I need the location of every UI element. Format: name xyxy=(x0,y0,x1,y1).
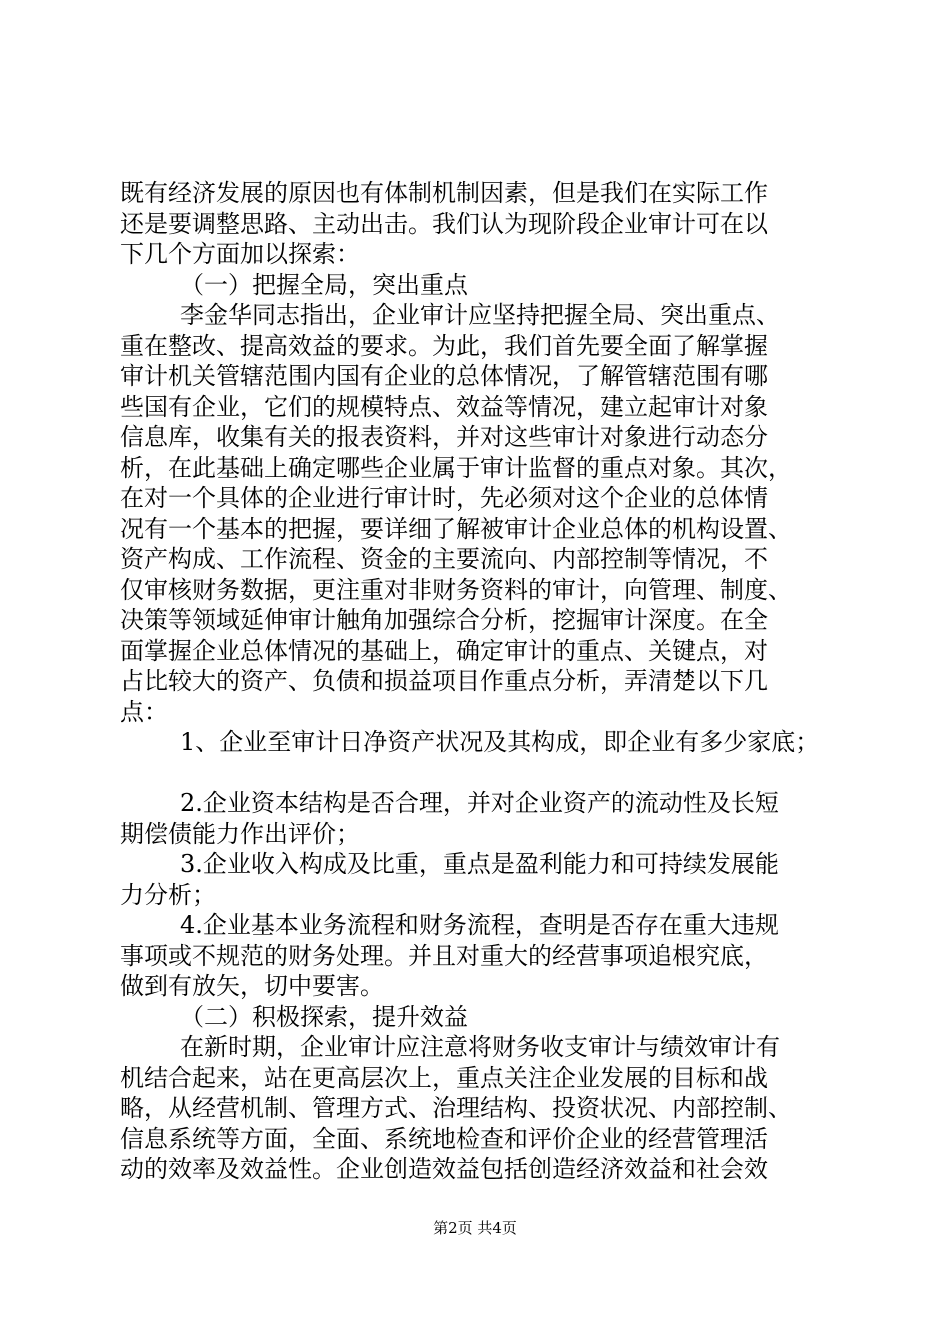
body-text-line: 析，在此基础上确定哪些企业属于审计监督的重点对象。其次， xyxy=(120,454,792,482)
body-text-line: 信息系统等方面，全面、系统地检查和评价企业的经营管理活 xyxy=(120,1125,768,1153)
body-text-line: 些国有企业，它们的规模特点、效益等情况，建立起审计对象 xyxy=(120,393,768,421)
body-text-line: 点： xyxy=(120,698,168,726)
body-text-line: 力分析； xyxy=(120,881,216,909)
list-item: 1、企业至审计日净资产状况及其构成，即企业有多少家底； xyxy=(180,728,820,756)
body-text-line: 还是要调整思路、主动出击。我们认为现阶段企业审计可在以 xyxy=(120,210,768,238)
body-text-line: 仅审核财务数据，更注重对非财务资料的审计，向管理、制度、 xyxy=(120,576,792,604)
body-text-line: 审计机关管辖范围内国有企业的总体情况，了解管辖范围有哪 xyxy=(120,362,768,390)
body-text-line: 动的效率及效益性。企业创造效益包括创造经济效益和社会效 xyxy=(120,1155,768,1183)
body-text-line: 期偿债能力作出评价； xyxy=(120,820,360,848)
body-text-line: 事项或不规范的财务处理。并且对重大的经营事项追根究底， xyxy=(120,942,768,970)
section-heading: （二）积极探索，提升效益 xyxy=(180,1003,468,1031)
body-text-line: 况有一个基本的把握，要详细了解被审计企业总体的机构设置、 xyxy=(120,515,792,543)
body-text-line: 面掌握企业总体情况的基础上，确定审计的重点、关键点，对 xyxy=(120,637,768,665)
section-heading: （一）把握全局，突出重点 xyxy=(180,271,468,299)
list-item: 4.企业基本业务流程和财务流程，查明是否存在重大违规 xyxy=(180,911,779,939)
body-text-line: 重在整改、提高效益的要求。为此，我们首先要全面了解掌握 xyxy=(120,332,768,360)
body-text-line: 决策等领域延伸审计触角加强综合分析，挖掘审计深度。在全 xyxy=(120,606,768,634)
list-item: 2.企业资本结构是否合理，并对企业资产的流动性及长短 xyxy=(180,789,779,817)
body-text-line: 资产构成、工作流程、资金的主要流向、内部控制等情况，不 xyxy=(120,545,768,573)
body-text-line: 既有经济发展的原因也有体制机制因素，但是我们在实际工作 xyxy=(120,179,768,207)
body-text-line: 略，从经营机制、管理方式、治理结构、投资状况、内部控制、 xyxy=(120,1094,792,1122)
body-text-line: 在对一个具体的企业进行审计时，先必须对这个企业的总体情 xyxy=(120,484,768,512)
body-text-line: 占比较大的资产、负债和损益项目作重点分析，弄清楚以下几 xyxy=(120,667,768,695)
body-text-line: 信息库，收集有关的报表资料，并对这些审计对象进行动态分 xyxy=(120,423,768,451)
body-text-line: 在新时期，企业审计应注意将财务收支审计与绩效审计有 xyxy=(180,1033,780,1061)
list-item: 3.企业收入构成及比重，重点是盈利能力和可持续发展能 xyxy=(180,850,779,878)
body-text-line: 下几个方面加以探索： xyxy=(120,240,360,268)
page-number-footer: 第2页 共4页 xyxy=(433,1219,517,1237)
body-text-line: 李金华同志指出，企业审计应坚持把握全局、突出重点、 xyxy=(180,301,780,329)
body-text-line: 做到有放矢，切中要害。 xyxy=(120,972,384,1000)
body-text-line: 机结合起来，站在更高层次上，重点关注企业发展的目标和战 xyxy=(120,1064,768,1092)
